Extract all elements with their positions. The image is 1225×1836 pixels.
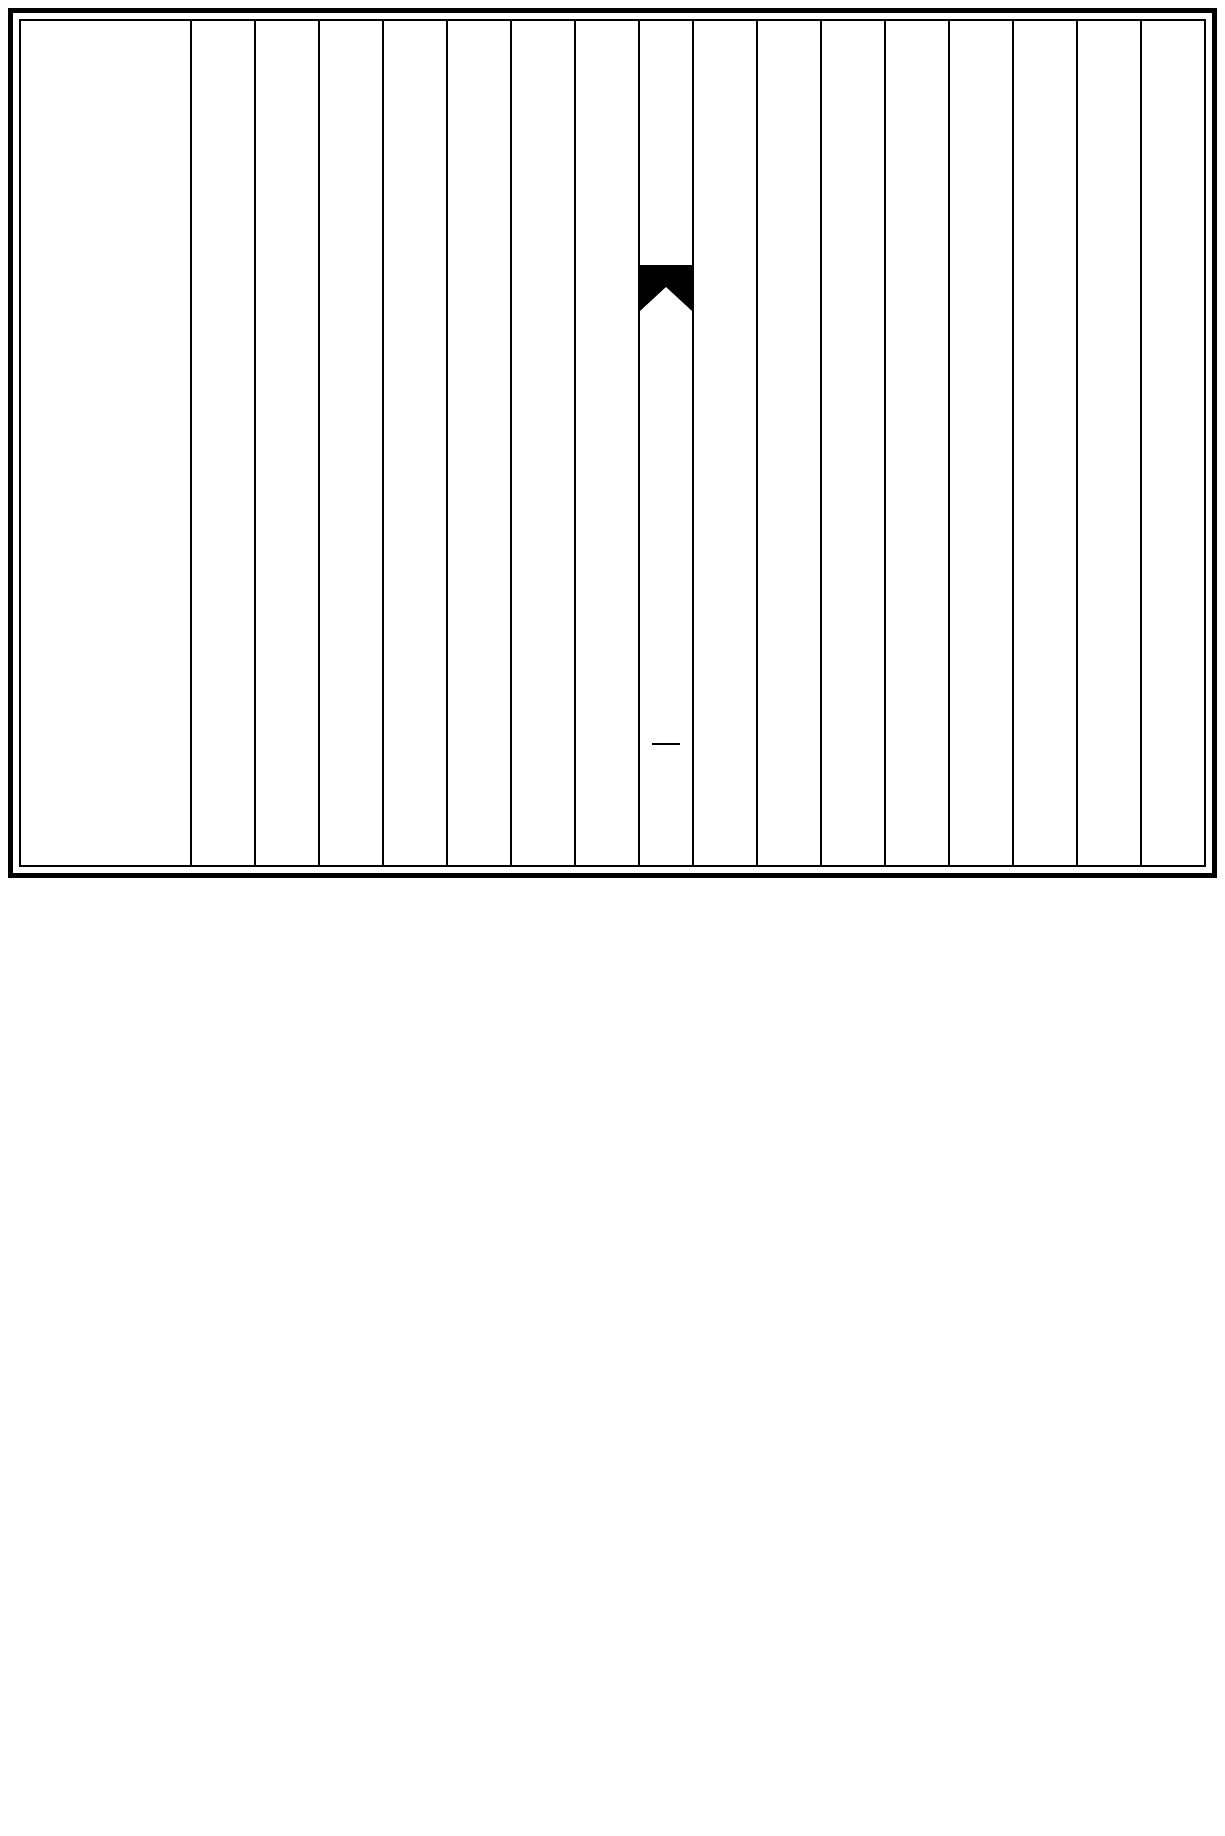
- text-column: [1076, 21, 1140, 865]
- text-column: [948, 21, 1012, 865]
- text-column: [510, 21, 574, 865]
- fold-center-margin: [638, 21, 692, 865]
- text-column: [756, 21, 820, 865]
- text-column: [692, 21, 756, 865]
- text-column: [574, 21, 638, 865]
- text-column: [254, 21, 318, 865]
- text-column: [382, 21, 446, 865]
- text-column: [884, 21, 948, 865]
- text-column: [318, 21, 382, 865]
- fold-rule: [652, 743, 680, 745]
- text-column: [1140, 21, 1204, 865]
- top-page-frame: [8, 8, 1217, 878]
- text-column: [446, 21, 510, 865]
- text-column: [1012, 21, 1076, 865]
- annotation-column: [21, 21, 190, 865]
- text-column: [820, 21, 884, 865]
- text-column: [190, 21, 254, 865]
- fish-tail-mark-icon: [640, 265, 692, 311]
